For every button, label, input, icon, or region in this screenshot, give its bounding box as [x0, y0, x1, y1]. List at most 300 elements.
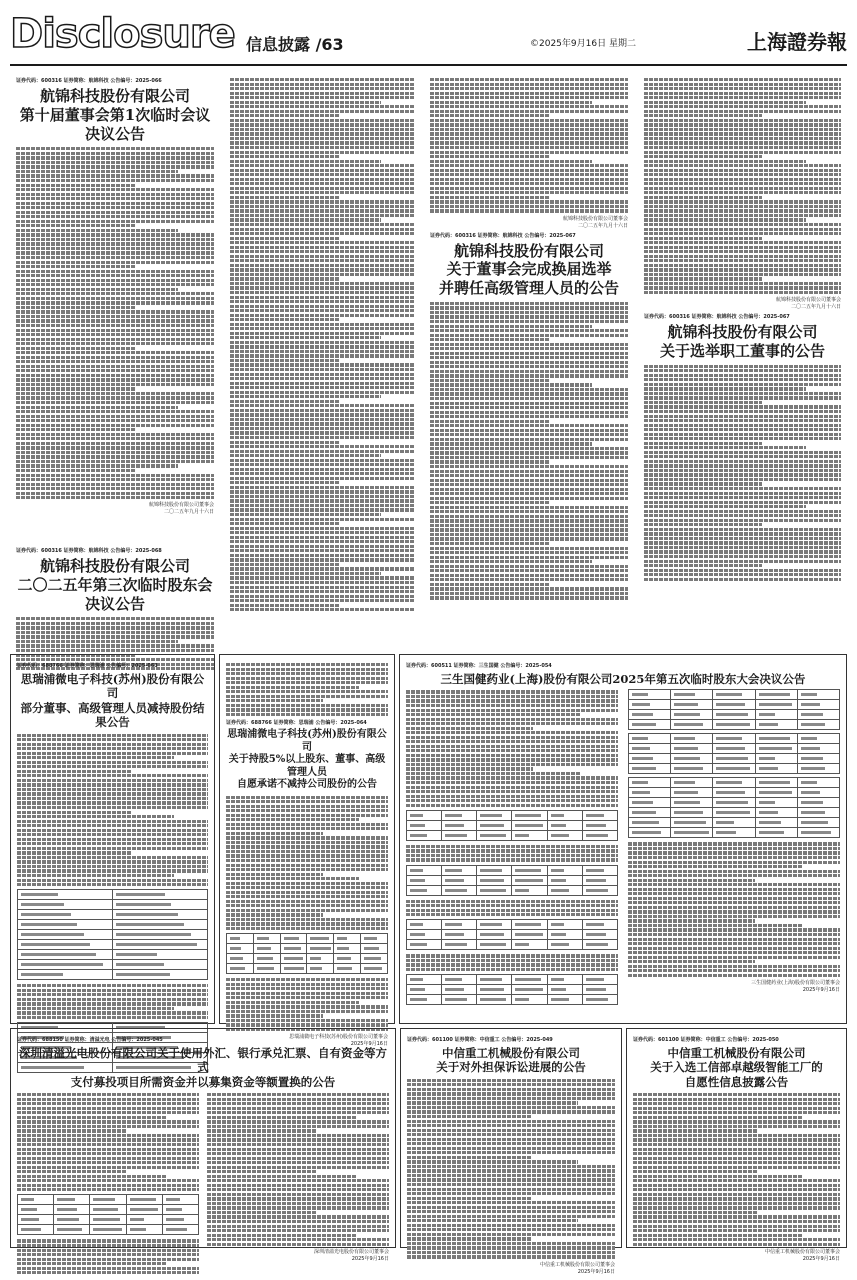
text-line [406, 699, 618, 702]
table-cell [629, 828, 671, 838]
table-row [629, 828, 840, 838]
announcement-title: 航锦科技股份有限公司 第十届董事会第1次临时会议决议公告 [19, 87, 211, 143]
text-line [17, 806, 208, 809]
text-line [628, 879, 755, 882]
text-line [407, 1110, 615, 1113]
table-cell [442, 920, 477, 930]
text-line [644, 259, 841, 262]
text-line [17, 1134, 199, 1137]
text-line [17, 1258, 199, 1261]
text-line [644, 519, 841, 522]
table-cell [713, 778, 755, 788]
text-line [430, 515, 628, 518]
table-row [18, 970, 208, 980]
text-line [407, 1079, 615, 1082]
table-row [629, 754, 840, 764]
text-line [17, 1116, 166, 1119]
table-cell [797, 690, 839, 700]
text-line [17, 829, 208, 832]
table-cell [512, 975, 547, 985]
text-line [230, 182, 414, 185]
text-line [230, 309, 414, 312]
table-cell [547, 875, 582, 885]
text-line [17, 783, 208, 786]
text-line [230, 305, 414, 308]
table-cell [307, 944, 334, 954]
text-line [644, 573, 841, 576]
text-line [430, 470, 628, 473]
table-cell [547, 820, 582, 830]
table-cell [18, 960, 113, 970]
text-line [17, 1244, 199, 1247]
text-line [644, 387, 806, 390]
text-line [17, 824, 208, 827]
text-line [207, 1107, 389, 1110]
text-line [230, 454, 381, 457]
table-cell [18, 950, 113, 960]
text-line [407, 1233, 615, 1236]
text-line [644, 137, 841, 140]
announcement-title: 航锦科技股份有限公司 二〇二五年第三次临时股东会决议公告 [17, 557, 213, 613]
announcement-meta: 证券代码：601100 证券简称：中信重工 公告编号：2025-049 [407, 1037, 553, 1043]
text-line [16, 184, 135, 187]
text-line [230, 567, 414, 570]
table-cell [227, 964, 254, 974]
text-line [407, 1124, 615, 1127]
text-line [644, 514, 841, 517]
text-line [207, 1175, 356, 1178]
body-text [644, 78, 841, 294]
text-line [644, 87, 841, 90]
table-cell [755, 720, 797, 730]
table-cell [629, 710, 671, 720]
text-line [230, 132, 414, 135]
text-line [644, 496, 841, 499]
text-line [644, 268, 841, 271]
text-line [406, 722, 618, 725]
text-line [633, 1193, 840, 1196]
text-line [430, 506, 628, 509]
text-line [430, 302, 628, 305]
text-line [17, 801, 208, 804]
text-line [17, 779, 208, 782]
table-cell [713, 690, 755, 700]
text-line [406, 781, 618, 784]
text-line [430, 488, 628, 491]
text-line [207, 1193, 389, 1196]
text-line [628, 901, 840, 904]
text-line [644, 369, 841, 372]
text-line [226, 713, 388, 716]
table-cell [629, 744, 671, 754]
table-cell [361, 944, 388, 954]
text-line [644, 214, 841, 217]
table-cell [547, 885, 582, 895]
text-line [644, 277, 762, 280]
text-line [633, 1229, 840, 1232]
text-line [644, 105, 841, 108]
text-line [406, 767, 533, 770]
text-line [628, 874, 840, 877]
text-line [644, 464, 841, 467]
text-line [430, 83, 628, 86]
text-line [430, 402, 628, 405]
data-table [406, 810, 618, 841]
text-line [17, 1239, 199, 1242]
text-line [633, 1166, 840, 1169]
text-line [644, 541, 841, 544]
text-line [226, 877, 359, 880]
text-line [407, 1115, 532, 1118]
text-line [628, 947, 840, 950]
table-cell [477, 885, 512, 895]
table-cell [547, 830, 582, 840]
text-line [16, 319, 214, 322]
table-cell [547, 985, 582, 995]
text-line [16, 292, 214, 295]
text-line [16, 152, 214, 155]
text-line [207, 1184, 389, 1187]
text-line [230, 318, 340, 321]
text-line [17, 1170, 126, 1173]
text-line [430, 105, 628, 108]
text-line [644, 182, 841, 185]
table-cell [671, 690, 713, 700]
table-cell [113, 920, 208, 930]
table-row [407, 975, 618, 985]
text-line [430, 397, 628, 400]
table-cell [797, 754, 839, 764]
text-line [406, 727, 533, 730]
text-line [644, 101, 806, 104]
text-line [16, 474, 214, 477]
text-line [17, 984, 208, 987]
text-line [406, 731, 618, 734]
table-cell [512, 865, 547, 875]
table-cell [18, 920, 113, 930]
text-line [230, 314, 414, 317]
text-line [17, 1262, 166, 1265]
text-line [230, 341, 414, 344]
text-line [17, 860, 208, 863]
table-row [629, 808, 840, 818]
text-line [226, 922, 388, 925]
newspaper-name: 上海證券報 [747, 30, 847, 54]
text-line [633, 1152, 840, 1155]
text-line [633, 1211, 757, 1214]
text-line [230, 499, 414, 502]
text-line [430, 338, 549, 341]
text-line [16, 442, 214, 445]
text-line [633, 1120, 840, 1123]
text-line [230, 282, 414, 285]
table-cell [442, 975, 477, 985]
text-line [406, 709, 618, 712]
text-line [230, 386, 414, 389]
table-row [407, 985, 618, 995]
table-cell [582, 940, 617, 950]
table-row [407, 865, 618, 875]
table-cell [442, 810, 477, 820]
text-line [226, 882, 388, 885]
text-line [226, 992, 388, 995]
announcement-meta: 证券代码：600316 证券简称：航锦科技 公告编号：2025-067 [430, 232, 576, 239]
table-cell [713, 808, 755, 818]
text-line [16, 351, 214, 354]
text-line [407, 1237, 532, 1240]
text-line [230, 545, 414, 548]
table-cell [90, 1195, 126, 1205]
text-line [430, 583, 549, 586]
table-cell [755, 744, 797, 754]
text-line [633, 1116, 803, 1119]
text-line [17, 1102, 199, 1105]
text-line [16, 451, 214, 454]
text-line [17, 811, 132, 814]
text-line [17, 879, 208, 882]
table-cell [547, 975, 582, 985]
text-line [17, 833, 208, 836]
text-line [230, 590, 414, 593]
table-cell [113, 960, 208, 970]
table-cell [713, 828, 755, 838]
text-line [644, 401, 762, 404]
text-line [230, 114, 340, 117]
text-line [430, 155, 549, 158]
table-cell [407, 885, 442, 895]
announcement-citic-litigation [400, 1028, 622, 1275]
table-cell [512, 875, 547, 885]
table-cell [253, 954, 280, 964]
text-line [406, 745, 618, 748]
table-cell [629, 754, 671, 764]
text-line [226, 668, 388, 671]
text-line [644, 415, 841, 418]
table-cell [280, 964, 307, 974]
text-line [628, 851, 840, 854]
text-line [628, 865, 802, 868]
text-line [207, 1093, 389, 1096]
text-line [407, 1101, 578, 1104]
text-line [230, 205, 414, 208]
table-cell [126, 1225, 162, 1235]
table-row [629, 710, 840, 720]
table-cell [90, 1225, 126, 1235]
text-line [230, 490, 414, 493]
text-line [207, 1220, 389, 1223]
text-line [430, 315, 628, 318]
table-cell [162, 1195, 198, 1205]
announcement-3sbio-meeting [399, 654, 847, 1024]
table-cell [280, 944, 307, 954]
text-line [226, 818, 359, 821]
text-line [633, 1098, 840, 1101]
table-row [18, 1195, 199, 1205]
text-line [230, 232, 414, 235]
text-line [230, 191, 414, 194]
text-line [16, 617, 214, 620]
text-line [430, 565, 628, 568]
text-line [644, 451, 841, 454]
text-line [16, 310, 214, 313]
table-cell [671, 788, 713, 798]
table-cell [54, 1195, 90, 1205]
announcement-title: 三生国健药业(上海)股份有限公司2025年第五次临时股东大会决议公告 [440, 672, 806, 686]
text-line [407, 1201, 615, 1204]
text-line [230, 200, 414, 203]
text-line [16, 342, 214, 345]
table-cell [512, 810, 547, 820]
text-line [207, 1098, 389, 1101]
text-line [16, 383, 214, 386]
text-line [407, 1183, 615, 1186]
text-line [430, 320, 628, 323]
text-line [628, 969, 840, 972]
table-cell [477, 830, 512, 840]
text-line [406, 799, 618, 802]
text-line [230, 119, 414, 122]
table-cell [755, 788, 797, 798]
text-line [207, 1202, 389, 1205]
text-line [16, 215, 214, 218]
text-line [407, 1165, 615, 1168]
table-cell [671, 778, 713, 788]
text-line [406, 854, 618, 857]
text-line [230, 323, 414, 326]
text-line [230, 300, 414, 303]
text-line [16, 640, 178, 643]
table-cell [755, 690, 797, 700]
text-line [633, 1234, 803, 1237]
text-line [628, 897, 840, 900]
text-line [644, 410, 841, 413]
table-cell [713, 734, 755, 744]
text-line [644, 501, 841, 504]
table-cell [671, 764, 713, 774]
table-cell [334, 964, 361, 974]
text-line [633, 1138, 840, 1141]
text-line [430, 128, 628, 131]
text-line [644, 264, 841, 267]
text-line [230, 418, 414, 421]
data-table [628, 689, 840, 730]
text-line [230, 264, 414, 267]
text-line [17, 752, 208, 755]
text-line [430, 547, 628, 550]
table-cell [671, 734, 713, 744]
text-line [628, 842, 840, 845]
text-line [430, 119, 628, 122]
table-cell [512, 830, 547, 840]
data-table [17, 1194, 199, 1235]
table-cell [334, 944, 361, 954]
text-line [230, 395, 381, 398]
text-line [226, 690, 388, 693]
text-line [16, 396, 214, 399]
text-line [644, 482, 762, 485]
text-line [230, 572, 381, 575]
text-line [644, 460, 841, 463]
text-line [226, 845, 388, 848]
text-line [406, 900, 618, 903]
table-cell [253, 944, 280, 954]
text-line [230, 522, 340, 525]
text-line [207, 1125, 389, 1128]
text-line [407, 1088, 615, 1091]
text-line [628, 919, 755, 922]
text-line [230, 123, 414, 126]
text-line [430, 137, 628, 140]
text-line [644, 291, 841, 294]
signature: 思瑞浦微电子科技(苏州)股份有限公司董事会 2025年9月16日 [289, 1034, 388, 1048]
text-line [16, 288, 178, 291]
text-line [16, 270, 214, 273]
text-line [644, 128, 841, 131]
table-cell [407, 820, 442, 830]
table-cell [18, 900, 113, 910]
text-line [230, 540, 414, 543]
text-line [230, 228, 414, 231]
table-cell [713, 764, 755, 774]
text-line [16, 247, 214, 250]
body-text [17, 984, 208, 1019]
text-line [644, 578, 841, 581]
text-line [644, 228, 841, 231]
table-cell [477, 975, 512, 985]
table-cell [755, 710, 797, 720]
text-line [230, 563, 340, 566]
table-cell [713, 720, 755, 730]
text-line [226, 983, 388, 986]
text-line [230, 608, 414, 611]
text-line [430, 574, 628, 577]
table-cell [407, 940, 442, 950]
table-cell [671, 808, 713, 818]
announcement-title: 深圳清溢光电股份有限公司关于使用外汇、银行承兑汇票、自有资金等方式 支付募投项目所需资金并以募集资金等额置换的公告 [19, 1046, 387, 1089]
text-line [17, 1188, 199, 1191]
text-line [207, 1143, 389, 1146]
table-row [18, 920, 208, 930]
text-line [644, 437, 841, 440]
text-line [16, 492, 214, 495]
text-line [230, 481, 340, 484]
text-line [16, 202, 214, 205]
text-line [17, 743, 208, 746]
body-text [430, 78, 628, 213]
text-line [430, 356, 628, 359]
text-line [633, 1238, 840, 1241]
table-cell [54, 1205, 90, 1215]
announcement-3peak-commitment [219, 654, 395, 1048]
text-line [16, 197, 214, 200]
text-line [230, 164, 414, 167]
text-line [430, 438, 628, 441]
table-cell [582, 995, 617, 1005]
text-line [230, 83, 414, 86]
table-cell [797, 828, 839, 838]
table-cell [547, 810, 582, 820]
text-line [207, 1188, 389, 1191]
masthead [10, 6, 847, 66]
text-line [17, 883, 208, 886]
text-line [17, 792, 208, 795]
text-line [430, 132, 628, 135]
text-line [230, 504, 414, 507]
text-line [226, 823, 388, 826]
table-row [407, 940, 618, 950]
text-line [430, 388, 628, 391]
text-line [17, 874, 174, 877]
